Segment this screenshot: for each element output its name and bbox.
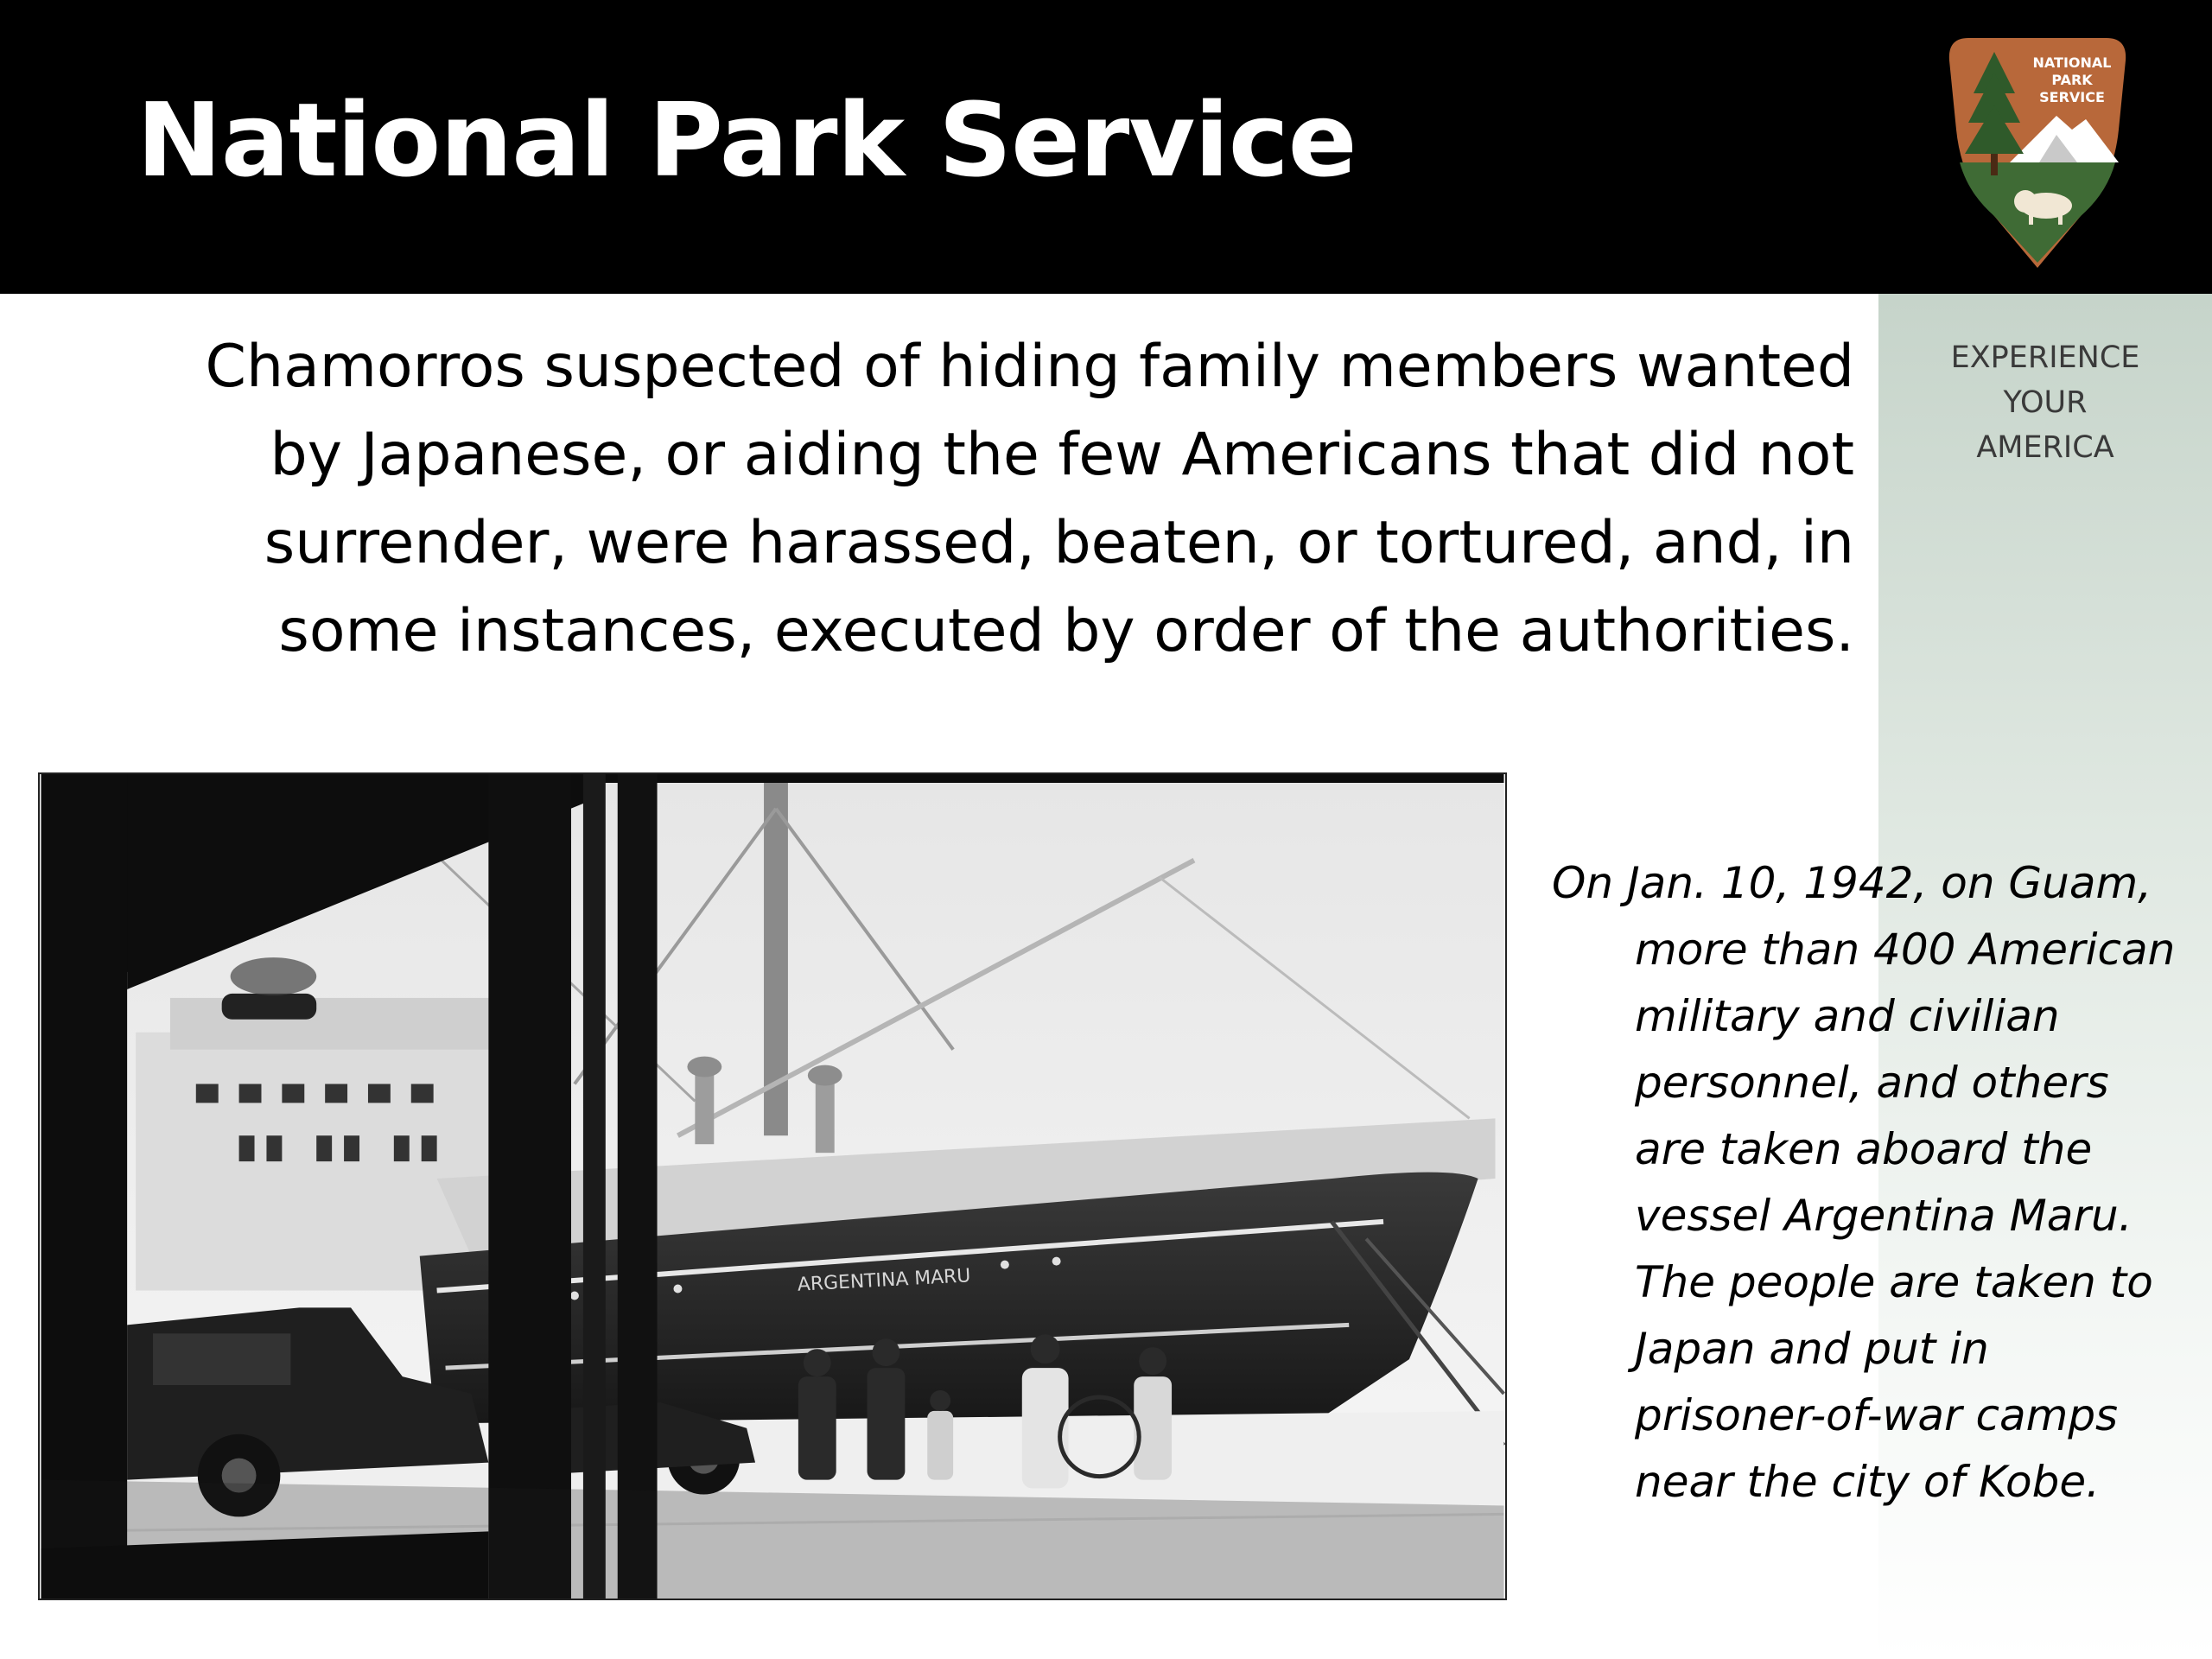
ship-lettering: ARGENTINA MARU	[797, 1265, 971, 1296]
logo-text-line-1: NATIONAL	[2032, 54, 2112, 71]
logo-text-line-3: SERVICE	[2039, 89, 2105, 105]
tagline-line-1: EXPERIENCE	[1950, 340, 2140, 375]
main-text: Chamorros suspected of hiding family members wanted by Japanese, or aiding the few Americans that did not surrender, were harassed, beaten, or tortured, and, in some instances, executed by order of the authorities.	[205, 333, 1854, 665]
tagline	[1878, 335, 2212, 470]
tagline-line-2: YOUR	[2003, 385, 2088, 420]
historic-ship-dock-photo-icon	[40, 774, 1505, 1599]
photo-caption: On Jan. 10, 1942, on Guam, more than 400 American military and civilian personnel, and others are taken aboard the vessel Argentina Maru. The people are taken to Japan and put in prisoner-of-war camps near the city of Kobe.	[1552, 858, 2176, 1507]
historic-ship-dock-photo	[38, 772, 1507, 1600]
logo-text-line-2: PARK	[2051, 72, 2093, 88]
tagline-line-3: AMERICA	[1976, 430, 2114, 465]
header-title: National Park Service	[137, 80, 1357, 200]
nps-arrowhead-logo-icon	[1942, 33, 2133, 275]
